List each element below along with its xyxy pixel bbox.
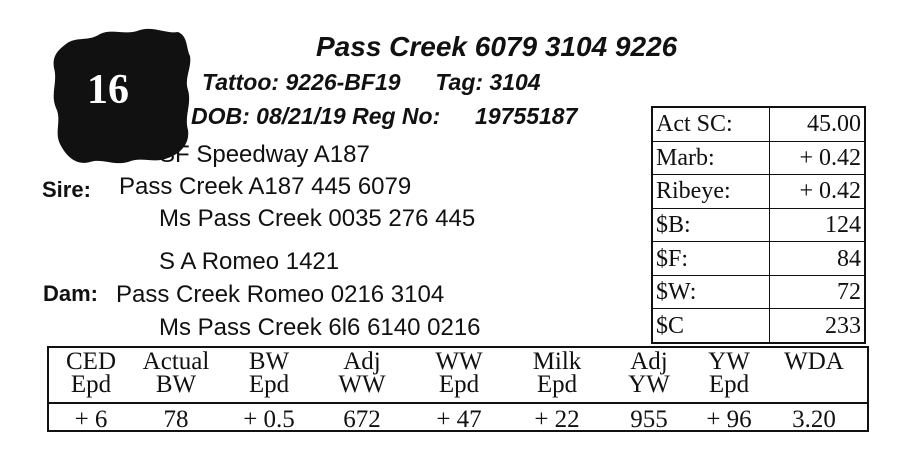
epd-header-line1: Adj	[343, 348, 381, 375]
epd-value-cell: 78	[163, 406, 189, 433]
epd-header-cell	[507, 350, 607, 396]
stat-label: Act SC:	[652, 107, 770, 141]
dob-label: DOB:	[191, 103, 250, 129]
epd-header-line1: BW	[248, 348, 290, 375]
epd-header-line2: Epd	[248, 371, 290, 398]
stat-value: 84	[770, 242, 866, 276]
tag-value: 3104	[489, 69, 541, 95]
dob-value: 08/21/19	[256, 103, 346, 129]
tattoo-line	[202, 68, 541, 96]
epd-header-line1: WW	[435, 348, 483, 375]
stat-value: 72	[770, 275, 866, 309]
epd-value-row	[49, 402, 867, 434]
epd-value-cell: 955	[630, 406, 668, 433]
sire-name: Pass Creek A187 445 6079	[119, 173, 412, 200]
reg-value: 19755187	[475, 103, 578, 129]
stat-row	[652, 141, 865, 175]
stat-value: 124	[770, 208, 866, 242]
tag-label: Tag:	[435, 69, 484, 95]
epd-header-line1: YW	[708, 348, 750, 375]
sire-dam: Ms Pass Creek 0035 276 445	[159, 205, 476, 232]
dam-dam: Ms Pass Creek 6l6 6140 0216	[159, 314, 481, 341]
stat-label: $W:	[652, 275, 770, 309]
epd-header-line2: BW	[155, 371, 197, 398]
epd-header-line1: Milk	[532, 348, 582, 375]
dob-line	[191, 102, 577, 130]
epd-header-line2: Epd	[536, 371, 578, 398]
stat-row	[652, 208, 865, 242]
epd-value-cell: 672	[343, 406, 381, 433]
lot-number: 16	[87, 67, 129, 113]
epd-value-cell: + 96	[706, 406, 752, 433]
dam-name: Pass Creek Romeo 0216 3104	[116, 281, 445, 308]
epd-value-cell: + 22	[534, 406, 580, 433]
epd-header-line2: Epd	[438, 371, 480, 398]
epd-header-row	[49, 348, 867, 400]
stat-value: 233	[770, 309, 866, 343]
sire-label: Sire:	[42, 177, 91, 202]
stat-label: Ribeye:	[652, 175, 770, 209]
stat-value: + 0.42	[770, 141, 866, 175]
stat-label: $F:	[652, 242, 770, 276]
tattoo-label: Tattoo:	[202, 69, 280, 95]
stat-label: $B:	[652, 208, 770, 242]
epd-header-cell	[409, 350, 509, 396]
epd-value-cell: + 0.5	[243, 406, 295, 433]
stat-row	[652, 275, 865, 309]
reg-label: Reg No:	[352, 103, 441, 129]
stat-label: Marb:	[652, 141, 770, 175]
carcass-index-table	[651, 106, 866, 344]
epd-header-line2: Epd	[70, 371, 112, 398]
epd-table	[47, 346, 869, 432]
stat-row	[652, 309, 865, 343]
stat-value: 45.00	[770, 107, 866, 141]
dam-sire: S A Romeo 1421	[159, 248, 340, 275]
stat-row	[652, 242, 865, 276]
stat-row	[652, 175, 865, 209]
epd-header-line2: YW	[628, 371, 670, 398]
stat-label: $C	[652, 309, 770, 343]
epd-value-cell: 3.20	[792, 406, 836, 433]
epd-header-cell	[126, 350, 226, 396]
sire-sire: SF Speedway A187	[159, 141, 370, 168]
epd-header-line1: Actual	[142, 348, 210, 375]
epd-header-line1: WDA	[784, 348, 844, 375]
dam-label: Dam:	[43, 281, 99, 306]
epd-header-line2: WW	[338, 371, 386, 398]
epd-header-cell	[219, 350, 319, 396]
epd-value-cell: + 6	[74, 406, 108, 433]
epd-header-line1: Adj	[630, 348, 668, 375]
epd-header-line1: CED	[66, 348, 116, 375]
tattoo-value: 9226-BF19	[285, 69, 401, 95]
stat-value: + 0.42	[770, 175, 866, 209]
stat-row	[652, 107, 865, 141]
animal-name: Pass Creek 6079 3104 9226	[316, 31, 678, 62]
epd-header-line2: Epd	[708, 371, 750, 398]
epd-header-cell	[764, 350, 864, 373]
epd-header-cell	[312, 350, 412, 396]
epd-value-cell: + 47	[436, 406, 482, 433]
